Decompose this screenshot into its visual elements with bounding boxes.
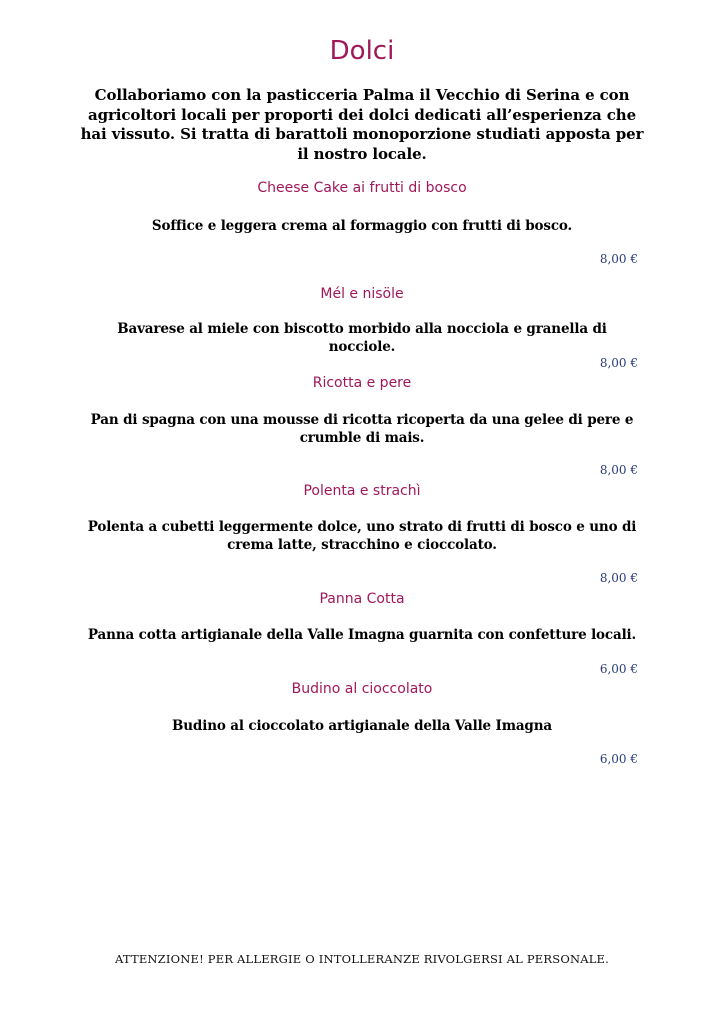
dessert-name: Panna Cotta [319, 591, 405, 607]
dessert-name: Polenta e strachì [303, 483, 421, 499]
dessert-description: Budino al cioccolato artigianale della Valle Imagna [172, 718, 552, 734]
dessert-description: Pan di spagna con una mousse di ricotta ricoperta da una gelee di pere e crumble di mais. [90, 412, 634, 446]
dessert-name: Ricotta e pere [312, 375, 412, 391]
allergy-notice: ATTENZIONE! PER ALLERGIE O INTOLLERANZE RIVOLGERSI AL PERSONALE. [115, 952, 609, 966]
dessert-description: Panna cotta artigianale della Valle Imagna guarnita con confetture locali. [87, 627, 637, 643]
dessert-name: Mél e nisöle [320, 286, 404, 302]
dessert-description: Soffice e leggera crema al formaggio con frutti di bosco. [151, 218, 573, 234]
dessert-description: Bavarese al miele con biscotto morbido alla nocciola e granella di nocciole. [117, 321, 607, 355]
dessert-name: Cheese Cake ai frutti di bosco [257, 180, 467, 196]
dessert-name: Budino al cioccolato [291, 681, 433, 697]
dessert-description: Polenta a cubetti leggermente dolce, uno strato di frutti di bosco e uno di crema latte, stracchino e cioccolato. [87, 519, 637, 553]
dessert-price: 8,00 € [599, 252, 638, 266]
dessert-price: 6,00 € [599, 662, 638, 676]
dessert-price: 8,00 € [599, 463, 638, 477]
page-title: Dolci [329, 36, 395, 66]
dessert-price: 8,00 € [599, 571, 638, 585]
dessert-price: 6,00 € [599, 752, 638, 766]
dessert-price: 8,00 € [599, 356, 638, 370]
intro-paragraph: Collaboriamo con la pasticceria Palma il Vecchio di Serina e con agricoltori locali per proporti dei dolci dedicati all’esperienza che hai vissuto. Si tratta di barattoli monoporzione studiati apposta per il nostro locale. [80, 86, 644, 163]
